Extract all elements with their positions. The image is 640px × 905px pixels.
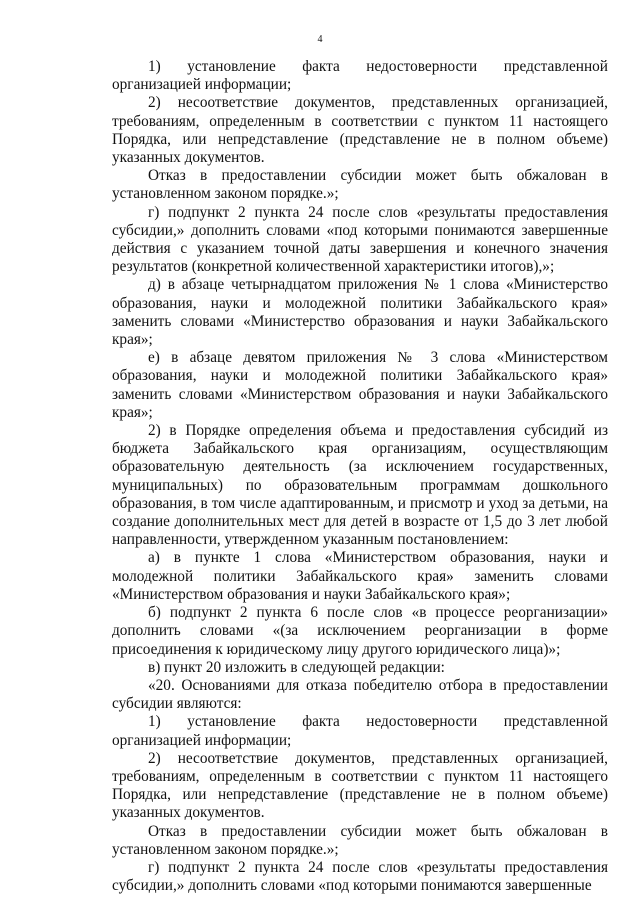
paragraph-10: в) пункт 20 изложить в следующей редакции: [148, 658, 445, 676]
paragraph-12: 1) установление факта недостоверности представленной организацией информации; [112, 713, 608, 749]
paragraph-8: а) в пункте 1 слова «Министерством образования, науки и молодежной политики Забайкальского края» заменить словами «Министерством образования и науки Забайкальского края»; [112, 549, 608, 603]
paragraph-5: д) в абзаце четырнадцатом приложения № 1 слова «Министерство образования, науки и молодежной политики Забайкальского края» заменить словами «Министерство образования и науки Забайкальского края»; [112, 276, 608, 349]
paragraph-14: Отказ в предоставлении субсидии может быть обжалован в установленном законом порядке.»; [112, 822, 608, 858]
paragraph-3: Отказ в предоставлении субсидии может быть обжалован в установленном законом порядке.»; [112, 167, 608, 203]
paragraph-6: е) в абзаце девятом приложения № 3 слова «Министерством образования, науки и молодежной политики Забайкальского края» заменить словами «Министерством образования и науки Забайкальского края»; [112, 349, 608, 421]
paragraph-11: «20. Основаниями для отказа победителю отбора в предоставлении субсидии являются: [112, 676, 608, 713]
paragraph-4: г) подпункт 2 пункта 24 после слов «результаты предоставления субсидии,» дополнить словами «под которыми понимаются завершенные действия с указанием точной даты завершения и конечного значения результатов (конкретной количественной характеристики итогов),»; [112, 203, 608, 276]
document-body [112, 58, 608, 895]
paragraph-1: 1) установление факта недостоверности представленной организацией информации; [112, 58, 608, 94]
paragraph-7: 2) в Порядке определения объема и предоставления субсидий из бюджета Забайкальского края организациям, осуществляющим образовательную деятельность (за исключением государственных, муниципальных) по образовательным программам дошкольного образования, в том числе адаптированным, и присмотр и уход за детьми, на создание дополнительных мест для детей в возрасте от 1,5 до 3 лет любой направленности, утвержденном указанным постановлением: [112, 422, 608, 549]
paragraph-13: 2) несоответствие документов, представленных организацией, требованиям, определенным в соответствии с пунктом 11 настоящего Порядка, или непредставление (представление не в полном объеме) указанных документов. [112, 749, 608, 822]
paragraph-9: б) подпункт 2 пункта 6 после слов «в процессе реорганизации» дополнить словами «(за исключением реорганизации в форме присоединения к юридическому лицу другого юридического лица)»; [112, 604, 608, 658]
page-number: 4 [317, 34, 323, 45]
paragraph-2: 2) несоответствие документов, представленных организацией, требованиям, определенным в соответствии с пунктом 11 настоящего Порядка, или непредставление (представление не в полном объеме) указанных документов. [112, 94, 608, 167]
paragraph-15: г) подпункт 2 пункта 24 после слов «результаты предоставления субсидии,» дополнить словами «под которыми понимаются завершенные [112, 858, 608, 895]
